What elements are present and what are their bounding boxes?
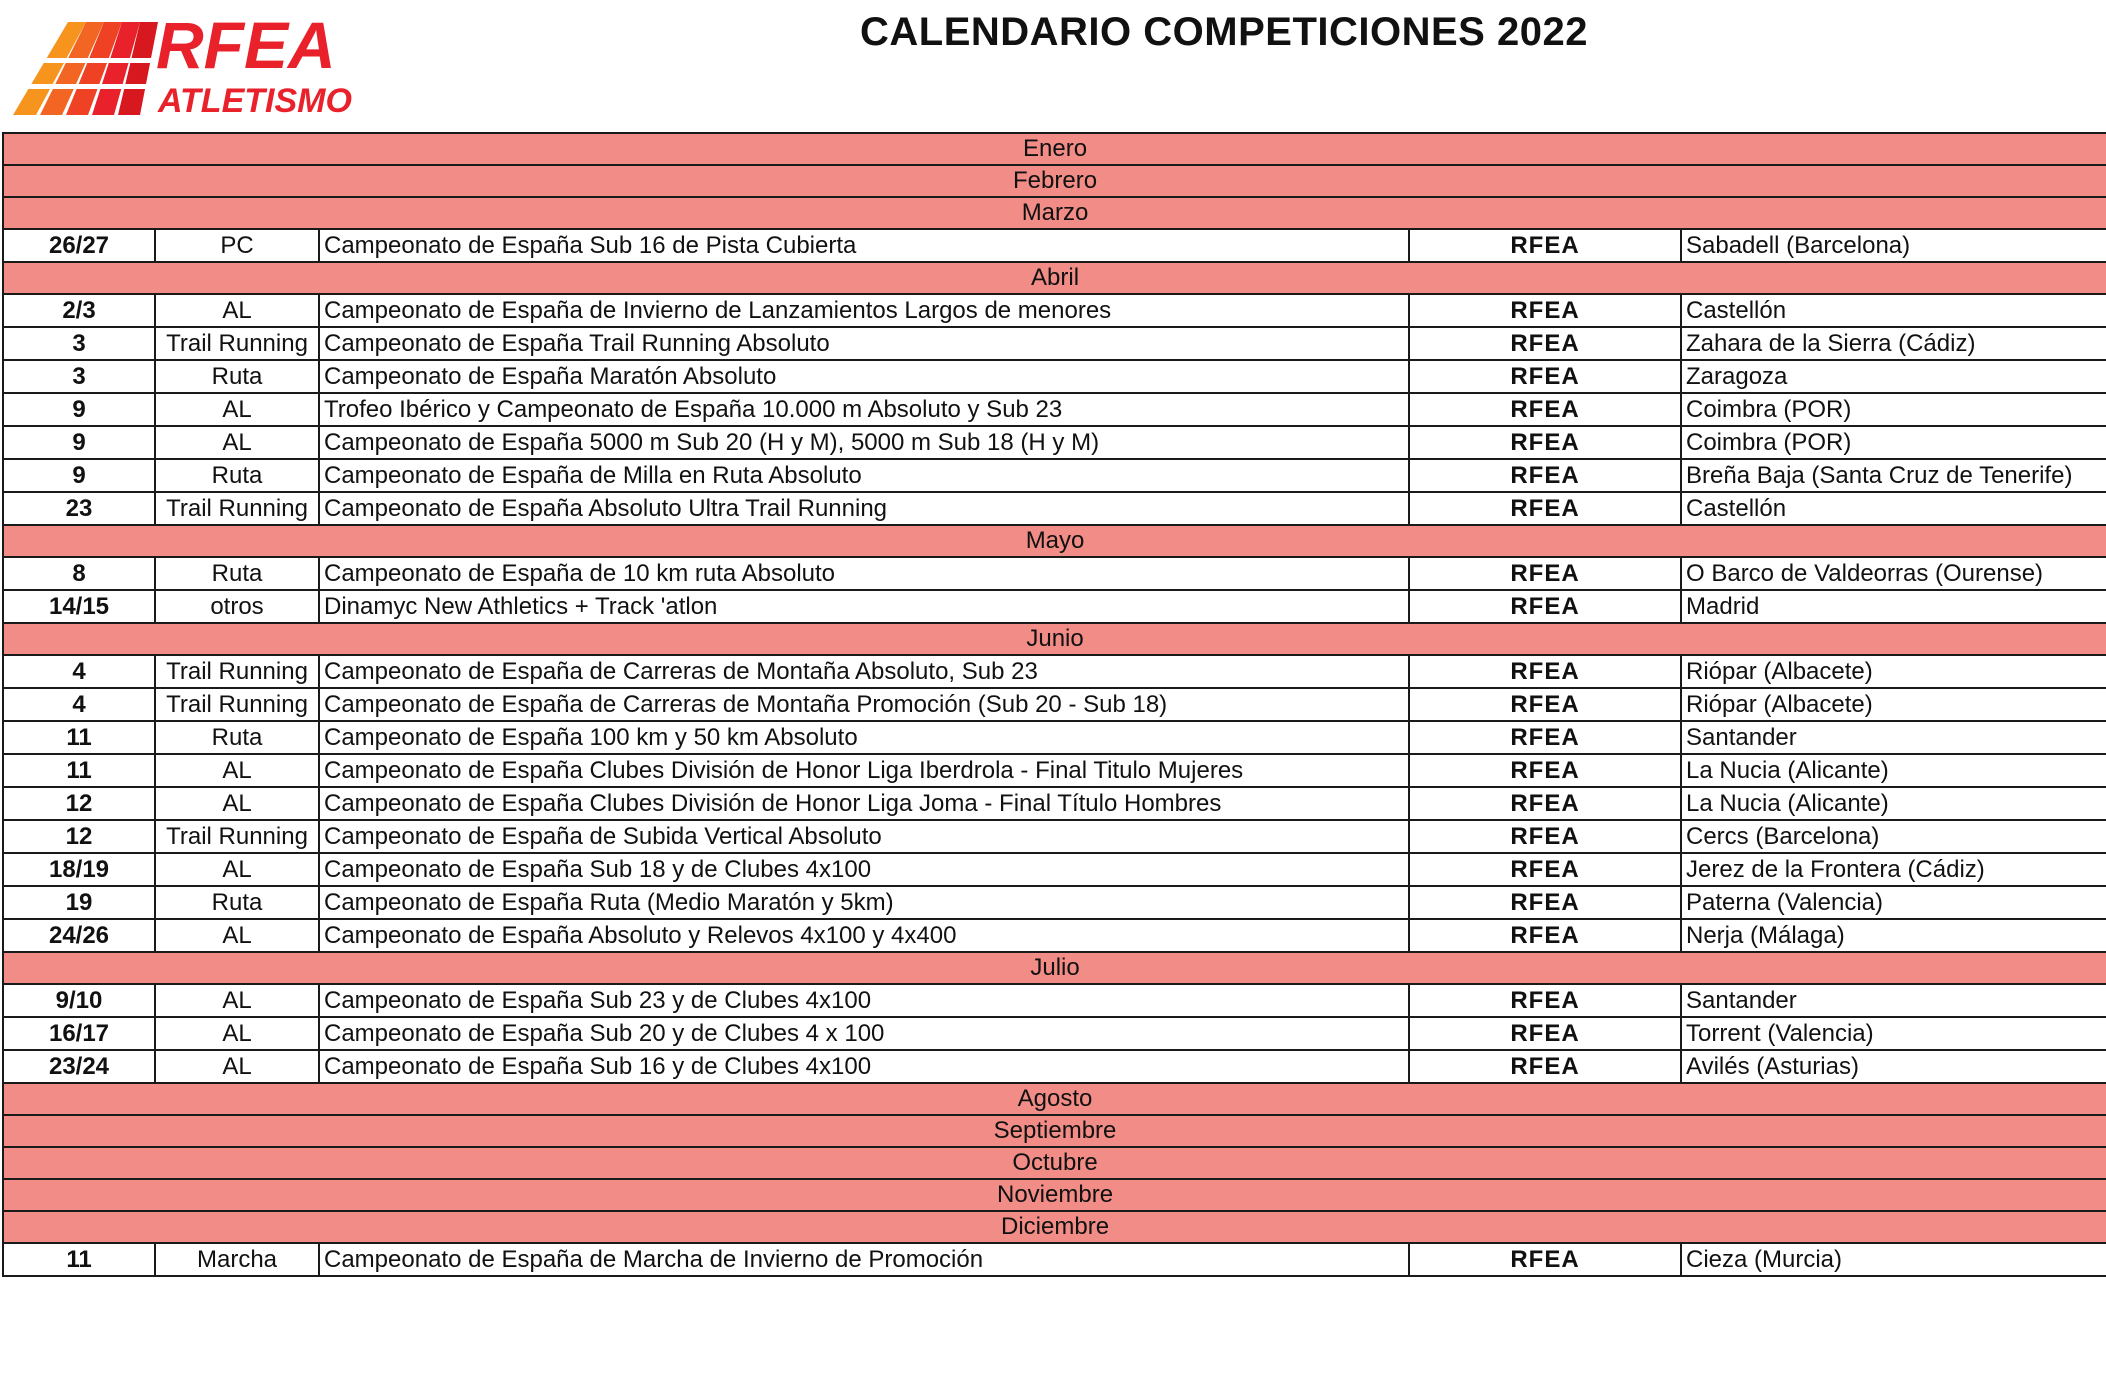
event-venue: Santander [1681,984,2106,1017]
event-name: Campeonato de España Clubes División de Honor Liga Joma - Final Título Hombres [319,787,1409,820]
month-name: Julio [3,952,2106,984]
event-name: Campeonato de España de Carreras de Montaña Absoluto, Sub 23 [319,655,1409,688]
event-organizer: RFEA [1409,229,1681,262]
event-type: AL [155,1050,319,1083]
event-type: PC [155,229,319,262]
event-type: Ruta [155,360,319,393]
event-venue: Sabadell (Barcelona) [1681,229,2106,262]
event-type: otros [155,590,319,623]
month-header-row [3,197,2106,229]
event-organizer: RFEA [1409,393,1681,426]
month-header-row [3,1179,2106,1211]
event-row [3,886,2106,919]
event-date: 2/3 [3,294,155,327]
event-venue: Paterna (Valencia) [1681,886,2106,919]
event-venue: Cieza (Murcia) [1681,1243,2106,1276]
month-header-row [3,525,2106,557]
rfea-logo [8,10,408,120]
event-organizer: RFEA [1409,360,1681,393]
event-name: Campeonato de España Sub 20 y de Clubes 4 x 100 [319,1017,1409,1050]
event-venue: Riópar (Albacete) [1681,688,2106,721]
event-name: Campeonato de España Absoluto Ultra Trail Running [319,492,1409,525]
event-row [3,229,2106,262]
event-venue: Coimbra (POR) [1681,426,2106,459]
event-date: 4 [3,688,155,721]
month-name: Octubre [3,1147,2106,1179]
event-name: Campeonato de España Maratón Absoluto [319,360,1409,393]
event-row [3,919,2106,952]
event-row [3,360,2106,393]
month-header-row [3,1211,2106,1243]
event-name: Campeonato de España de Invierno de Lanzamientos Largos de menores [319,294,1409,327]
event-type: AL [155,426,319,459]
event-organizer: RFEA [1409,557,1681,590]
event-organizer: RFEA [1409,754,1681,787]
event-venue: Castellón [1681,492,2106,525]
event-venue: Zahara de la Sierra (Cádiz) [1681,327,2106,360]
month-header-row [3,1115,2106,1147]
event-venue: Madrid [1681,590,2106,623]
event-venue: Torrent (Valencia) [1681,1017,2106,1050]
event-row [3,853,2106,886]
month-name: Diciembre [3,1211,2106,1243]
event-organizer: RFEA [1409,886,1681,919]
event-row [3,1017,2106,1050]
event-date: 9 [3,459,155,492]
event-type: AL [155,984,319,1017]
month-header-row [3,262,2106,294]
event-organizer: RFEA [1409,327,1681,360]
event-name: Campeonato de España 5000 m Sub 20 (H y M), 5000 m Sub 18 (H y M) [319,426,1409,459]
month-header-row [3,1083,2106,1115]
event-date: 9 [3,426,155,459]
month-name: Marzo [3,197,2106,229]
event-venue: Santander [1681,721,2106,754]
month-header-row [3,1147,2106,1179]
event-organizer: RFEA [1409,919,1681,952]
event-date: 3 [3,327,155,360]
month-header-row [3,165,2106,197]
event-type: Trail Running [155,820,319,853]
event-type: AL [155,294,319,327]
page-title: CALENDARIO COMPETICIONES 2022 [860,10,1588,54]
month-name: Enero [3,133,2106,165]
event-date: 24/26 [3,919,155,952]
event-venue: Coimbra (POR) [1681,393,2106,426]
event-name: Campeonato de España Clubes División de Honor Liga Iberdrola - Final Titulo Mujeres [319,754,1409,787]
event-name: Campeonato de España Trail Running Absoluto [319,327,1409,360]
event-date: 18/19 [3,853,155,886]
event-type: Trail Running [155,688,319,721]
event-date: 9 [3,393,155,426]
event-name: Campeonato de España de Milla en Ruta Absoluto [319,459,1409,492]
event-date: 11 [3,721,155,754]
event-venue: Avilés (Asturias) [1681,1050,2106,1083]
event-venue: Riópar (Albacete) [1681,655,2106,688]
event-name: Trofeo Ibérico y Campeonato de España 10.000 m Absoluto y Sub 23 [319,393,1409,426]
event-name: Campeonato de España Sub 16 de Pista Cubierta [319,229,1409,262]
event-organizer: RFEA [1409,294,1681,327]
month-name: Junio [3,623,2106,655]
event-type: AL [155,1017,319,1050]
event-type: Marcha [155,1243,319,1276]
event-name: Campeonato de España de Marcha de Invierno de Promoción [319,1243,1409,1276]
month-name: Noviembre [3,1179,2106,1211]
event-row [3,787,2106,820]
event-type: Ruta [155,886,319,919]
event-venue: Cercs (Barcelona) [1681,820,2106,853]
month-header-row [3,623,2106,655]
month-header-row [3,952,2106,984]
event-type: Trail Running [155,492,319,525]
event-name: Campeonato de España de Carreras de Montaña Promoción (Sub 20 - Sub 18) [319,688,1409,721]
event-row [3,557,2106,590]
event-venue: Breña Baja (Santa Cruz de Tenerife) [1681,459,2106,492]
event-date: 12 [3,787,155,820]
event-row [3,754,2106,787]
event-date: 4 [3,655,155,688]
event-date: 3 [3,360,155,393]
event-venue: Castellón [1681,294,2106,327]
event-type: Ruta [155,557,319,590]
logo-track-lines [8,22,158,115]
event-organizer: RFEA [1409,721,1681,754]
event-row [3,1243,2106,1276]
event-name: Campeonato de España 100 km y 50 km Absoluto [319,721,1409,754]
event-row [3,721,2106,754]
event-name: Campeonato de España de Subida Vertical Absoluto [319,820,1409,853]
calendar-table [2,132,2106,1277]
month-name: Mayo [3,525,2106,557]
event-date: 26/27 [3,229,155,262]
logo-subtext: ATLETISMO [158,82,352,120]
event-organizer: RFEA [1409,688,1681,721]
event-type: AL [155,754,319,787]
event-date: 23 [3,492,155,525]
event-organizer: RFEA [1409,1050,1681,1083]
event-type: AL [155,787,319,820]
event-date: 14/15 [3,590,155,623]
event-date: 19 [3,886,155,919]
event-date: 12 [3,820,155,853]
month-name: Septiembre [3,1115,2106,1147]
event-organizer: RFEA [1409,492,1681,525]
event-type: AL [155,919,319,952]
calendar-body [3,133,2106,1276]
event-date: 23/24 [3,1050,155,1083]
event-type: Ruta [155,721,319,754]
event-row [3,655,2106,688]
event-venue: Zaragoza [1681,360,2106,393]
event-row [3,492,2106,525]
event-type: AL [155,393,319,426]
event-name: Campeonato de España Sub 16 y de Clubes 4x100 [319,1050,1409,1083]
event-organizer: RFEA [1409,820,1681,853]
event-type: Ruta [155,459,319,492]
event-organizer: RFEA [1409,853,1681,886]
event-organizer: RFEA [1409,1017,1681,1050]
event-name: Campeonato de España Sub 23 y de Clubes 4x100 [319,984,1409,1017]
event-organizer: RFEA [1409,1243,1681,1276]
event-row [3,688,2106,721]
event-row [3,590,2106,623]
event-venue: La Nucia (Alicante) [1681,754,2106,787]
event-venue: La Nucia (Alicante) [1681,787,2106,820]
event-organizer: RFEA [1409,459,1681,492]
logo-text: RFEA [156,10,336,82]
event-organizer: RFEA [1409,590,1681,623]
event-venue: Jerez de la Frontera (Cádiz) [1681,853,2106,886]
event-row [3,294,2106,327]
event-organizer: RFEA [1409,655,1681,688]
month-name: Agosto [3,1083,2106,1115]
event-type: Trail Running [155,655,319,688]
event-venue: O Barco de Valdeorras (Ourense) [1681,557,2106,590]
event-date: 11 [3,754,155,787]
event-type: Trail Running [155,327,319,360]
event-name: Dinamyc New Athletics + Track 'atlon [319,590,1409,623]
event-organizer: RFEA [1409,426,1681,459]
event-date: 11 [3,1243,155,1276]
month-name: Abril [3,262,2106,294]
event-row [3,984,2106,1017]
event-row [3,426,2106,459]
event-row [3,327,2106,360]
month-name: Febrero [3,165,2106,197]
event-name: Campeonato de España Ruta (Medio Maratón y 5km) [319,886,1409,919]
event-name: Campeonato de España Absoluto y Relevos 4x100 y 4x400 [319,919,1409,952]
event-organizer: RFEA [1409,984,1681,1017]
event-date: 9/10 [3,984,155,1017]
month-header-row [3,133,2106,165]
event-name: Campeonato de España de 10 km ruta Absoluto [319,557,1409,590]
event-organizer: RFEA [1409,787,1681,820]
event-row [3,459,2106,492]
event-row [3,393,2106,426]
event-name: Campeonato de España Sub 18 y de Clubes 4x100 [319,853,1409,886]
event-type: AL [155,853,319,886]
event-row [3,820,2106,853]
event-date: 8 [3,557,155,590]
event-row [3,1050,2106,1083]
event-venue: Nerja (Málaga) [1681,919,2106,952]
event-date: 16/17 [3,1017,155,1050]
